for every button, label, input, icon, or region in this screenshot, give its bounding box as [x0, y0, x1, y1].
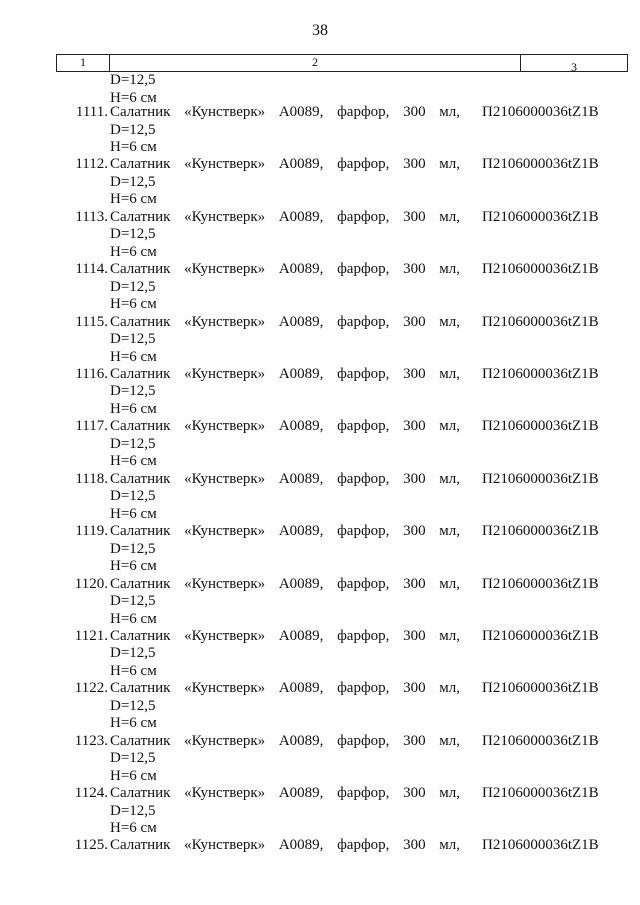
- item-description: [110, 680, 460, 698]
- item-height: H=6 см: [110, 348, 157, 365]
- item-height: H=6 см: [110, 139, 157, 155]
- item-number: 1115.: [75, 313, 108, 330]
- description-word: А0089,: [278, 261, 324, 278]
- description-word: фарфор,: [337, 575, 390, 592]
- item-description: [110, 209, 460, 227]
- description-word: 300: [403, 732, 426, 749]
- description-word: Салатник: [110, 261, 171, 278]
- table-row: [0, 418, 640, 470]
- description-word: А0089,: [278, 418, 324, 435]
- description-word: 300: [403, 785, 426, 802]
- description-word: Салатник: [110, 156, 171, 173]
- item-diameter: D=12,5: [110, 383, 156, 400]
- table-row: [0, 680, 640, 732]
- description-word: 300: [403, 418, 426, 435]
- item-diameter: D=12,5: [110, 802, 156, 819]
- description-word: Салатник: [110, 418, 171, 435]
- item-code: П2106000036tZ1B: [482, 261, 599, 278]
- description-word: 300: [403, 523, 426, 540]
- description-word: Салатник: [110, 470, 171, 487]
- description-word: «Кунстверк»: [184, 837, 266, 854]
- description-word: фарфор,: [337, 156, 390, 173]
- item-height: H=6 см: [110, 662, 157, 679]
- description-word: Салатник: [110, 575, 171, 592]
- column-header-2: 2: [110, 55, 521, 71]
- description-word: фарфор,: [337, 470, 390, 487]
- description-word: фарфор,: [337, 680, 390, 697]
- description-word: мл,: [439, 365, 460, 382]
- description-word: Салатник: [110, 732, 171, 749]
- description-word: 300: [403, 470, 426, 487]
- item-code: П2106000036tZ1B: [482, 104, 599, 120]
- description-word: 300: [403, 627, 426, 644]
- item-description: [110, 576, 460, 594]
- description-word: Салатник: [110, 837, 171, 854]
- description-word: «Кунстверк»: [184, 785, 266, 802]
- description-word: «Кунстверк»: [184, 418, 266, 435]
- item-diameter: D=12,5: [110, 331, 156, 348]
- item-height: H=6 см: [110, 610, 157, 627]
- description-word: мл,: [439, 261, 460, 278]
- item-code: П2106000036tZ1B: [482, 365, 599, 382]
- item-height: H=6 см: [110, 505, 157, 522]
- item-description: [110, 785, 460, 803]
- description-word: мл,: [439, 732, 460, 749]
- item-number: 1119.: [75, 523, 108, 540]
- item-number: 1117.: [75, 418, 108, 435]
- description-word: мл,: [439, 418, 460, 435]
- page-number: 38: [312, 22, 328, 39]
- item-number: 1120.: [74, 575, 108, 592]
- description-word: А0089,: [278, 680, 324, 697]
- description-word: 300: [403, 837, 426, 854]
- table-row: [0, 314, 640, 366]
- item-code: П2106000036tZ1B: [482, 575, 599, 592]
- description-word: А0089,: [278, 365, 324, 382]
- description-word: мл,: [439, 470, 460, 487]
- description-word: А0089,: [278, 313, 324, 330]
- description-word: Салатник: [110, 627, 171, 644]
- description-word: 300: [403, 365, 426, 382]
- description-word: «Кунстверк»: [184, 470, 266, 487]
- item-description: [110, 523, 460, 541]
- continuation-height: H=6 см: [110, 89, 157, 106]
- description-word: А0089,: [278, 156, 324, 173]
- description-word: 300: [403, 261, 426, 278]
- table-row: [0, 261, 640, 313]
- item-height: H=6 см: [110, 820, 157, 837]
- item-code: П2106000036tZ1B: [482, 470, 599, 487]
- table-row: [0, 471, 640, 523]
- item-code: П2106000036tZ1B: [482, 418, 599, 435]
- description-word: «Кунстверк»: [184, 156, 266, 173]
- description-word: «Кунстверк»: [184, 523, 266, 540]
- description-word: 300: [403, 208, 426, 225]
- item-description: [110, 418, 460, 436]
- item-code: П2106000036tZ1B: [482, 732, 599, 749]
- description-word: мл,: [439, 156, 460, 173]
- description-word: «Кунстверк»: [184, 627, 266, 644]
- item-number: 1123.: [74, 732, 108, 749]
- column-header-1: 1: [57, 55, 110, 71]
- item-height: H=6 см: [110, 191, 157, 208]
- item-diameter: D=12,5: [110, 540, 156, 557]
- description-word: Салатник: [110, 208, 171, 225]
- item-description: [110, 104, 460, 122]
- table-row: [0, 733, 640, 785]
- description-word: «Кунстверк»: [184, 575, 266, 592]
- description-word: мл,: [439, 575, 460, 592]
- item-diameter: D=12,5: [110, 173, 156, 190]
- table-row: [0, 366, 640, 418]
- description-word: мл,: [439, 313, 460, 330]
- item-diameter: D=12,5: [110, 435, 156, 452]
- description-word: 300: [403, 575, 426, 592]
- description-word: А0089,: [278, 837, 324, 854]
- item-code: П2106000036tZ1B: [482, 156, 599, 173]
- table-row: [0, 104, 640, 156]
- item-code: П2106000036tZ1B: [482, 313, 599, 330]
- item-code: П2106000036tZ1B: [482, 208, 599, 225]
- item-description: [110, 156, 460, 174]
- item-number: 1121.: [74, 627, 108, 644]
- description-word: А0089,: [278, 470, 324, 487]
- description-word: «Кунстверк»: [184, 680, 266, 697]
- description-word: мл,: [439, 837, 460, 854]
- description-word: фарфор,: [337, 208, 390, 225]
- description-word: А0089,: [278, 575, 324, 592]
- description-word: фарфор,: [337, 365, 390, 382]
- table-row: [0, 785, 640, 837]
- description-word: «Кунстверк»: [184, 365, 266, 382]
- table-row: [0, 523, 640, 575]
- item-height: H=6 см: [110, 558, 157, 575]
- item-description: [110, 366, 460, 384]
- table-row: [0, 628, 640, 680]
- continuation-row: [0, 72, 640, 104]
- item-height: H=6 см: [110, 453, 157, 470]
- table-body: [0, 72, 640, 890]
- description-word: «Кунстверк»: [184, 261, 266, 278]
- description-word: фарфор,: [337, 261, 390, 278]
- table-row: [0, 209, 640, 261]
- item-number: 1118.: [75, 470, 108, 487]
- item-diameter: D=12,5: [110, 750, 156, 767]
- description-word: Салатник: [110, 365, 171, 382]
- item-description: [110, 471, 460, 489]
- item-number: 1114.: [75, 261, 108, 278]
- item-diameter: D=12,5: [110, 645, 156, 662]
- table-row: [0, 837, 640, 889]
- description-word: Салатник: [110, 104, 171, 120]
- table-row: [0, 156, 640, 208]
- table-row: [0, 576, 640, 628]
- description-word: 300: [403, 680, 426, 697]
- item-number: 1122.: [74, 680, 108, 697]
- item-number: 1112.: [75, 156, 108, 173]
- item-height: H=6 см: [110, 243, 157, 260]
- description-word: «Кунстверк»: [184, 732, 266, 749]
- description-word: фарфор,: [337, 313, 390, 330]
- description-word: Салатник: [110, 680, 171, 697]
- item-number: 1124.: [74, 785, 108, 802]
- description-word: А0089,: [278, 732, 324, 749]
- description-word: Салатник: [110, 523, 171, 540]
- table-column-header: [56, 54, 628, 72]
- item-diameter: D=12,5: [110, 226, 156, 243]
- item-description: [110, 314, 460, 332]
- item-code: П2106000036tZ1B: [482, 627, 599, 644]
- description-word: мл,: [439, 208, 460, 225]
- item-code: П2106000036tZ1B: [482, 680, 599, 697]
- description-word: А0089,: [278, 785, 324, 802]
- description-word: «Кунстверк»: [184, 208, 266, 225]
- description-word: Салатник: [110, 785, 171, 802]
- description-word: мл,: [439, 627, 460, 644]
- item-height: H=6 см: [110, 400, 157, 417]
- description-word: Салатник: [110, 313, 171, 330]
- description-word: «Кунстверк»: [184, 104, 266, 120]
- description-word: фарфор,: [337, 837, 390, 854]
- item-height: H=6 см: [110, 296, 157, 313]
- description-word: фарфор,: [337, 785, 390, 802]
- description-word: А0089,: [278, 208, 324, 225]
- description-word: мл,: [439, 523, 460, 540]
- description-word: мл,: [439, 680, 460, 697]
- item-description: [110, 261, 460, 279]
- item-number: 1113.: [75, 208, 108, 225]
- item-code: П2106000036tZ1B: [482, 785, 599, 802]
- item-number: 1125.: [74, 837, 108, 854]
- item-rows: [0, 104, 640, 890]
- description-word: 300: [403, 313, 426, 330]
- description-word: 300: [403, 104, 426, 120]
- item-description: [110, 837, 460, 855]
- item-diameter: D=12,5: [110, 488, 156, 505]
- item-height: H=6 см: [110, 715, 157, 732]
- description-word: А0089,: [278, 627, 324, 644]
- item-description: [110, 628, 460, 646]
- description-word: фарфор,: [337, 418, 390, 435]
- description-word: фарфор,: [337, 523, 390, 540]
- item-description: [110, 733, 460, 751]
- description-word: фарфор,: [337, 732, 390, 749]
- description-word: «Кунстверк»: [184, 313, 266, 330]
- item-number: 1116.: [75, 365, 108, 382]
- item-height: H=6 см: [110, 767, 157, 784]
- item-diameter: D=12,5: [110, 593, 156, 610]
- item-code: П2106000036tZ1B: [482, 837, 599, 854]
- continuation-diameter: D=12,5: [110, 72, 156, 88]
- item-number: 1111.: [75, 104, 108, 120]
- description-word: А0089,: [278, 104, 324, 120]
- description-word: мл,: [439, 104, 460, 120]
- item-diameter: D=12,5: [110, 278, 156, 295]
- item-diameter: D=12,5: [110, 121, 156, 138]
- description-word: 300: [403, 156, 426, 173]
- description-word: фарфор,: [337, 104, 390, 120]
- item-code: П2106000036tZ1B: [482, 523, 599, 540]
- description-word: фарфор,: [337, 627, 390, 644]
- column-header-3: 3: [571, 60, 577, 74]
- description-word: А0089,: [278, 523, 324, 540]
- item-diameter: D=12,5: [110, 697, 156, 714]
- description-word: мл,: [439, 785, 460, 802]
